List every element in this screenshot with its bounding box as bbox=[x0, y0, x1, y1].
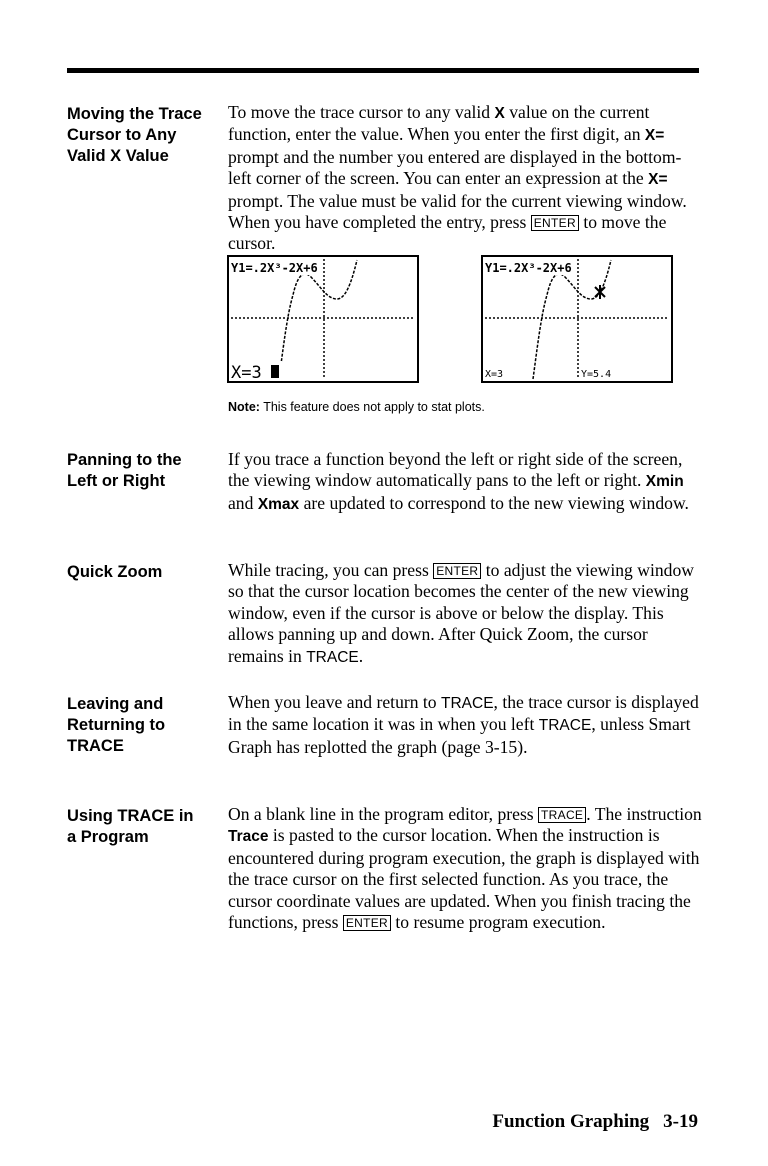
equation-label: Y1=.2X³-2X+6 bbox=[485, 261, 572, 275]
paragraph-leaving-returning: When you leave and return to TRACE, the trace cursor is displayed in the same location it was in when you left TRACE, unless Smart Graph has replotted the graph (page 3-15). bbox=[228, 692, 699, 757]
paragraph-moving-trace-cursor: To move the trace cursor to any valid X value on the current function, enter the value. When you enter the first digit, an X= prompt and the number you entered are displayed in the bottom-left corner of the screen. You can enter an expression at the X= prompt. The value must be valid for the current viewing window. When you have completed the entry, press ENTER to move the cursor. bbox=[228, 102, 687, 254]
calculator-screen-moved-cursor bbox=[481, 255, 673, 383]
enter-key: ENTER bbox=[531, 215, 579, 231]
enter-key: ENTER bbox=[433, 563, 481, 579]
heading-quick-zoom: Quick Zoom bbox=[67, 563, 163, 581]
x-prompt: X=3 bbox=[231, 363, 262, 383]
paragraph-trace-in-program: On a blank line in the program editor, press TRACE . The instruction Trace is pasted to the cursor location. When the instruction is encountered during program execution, the graph is displayed with the trace cursor on the first selected function. As you trace, the cursor coordinate values are updated. When you finish tracing the functions, press ENTER to resume program execution. bbox=[228, 804, 702, 933]
heading-leaving-returning: Leaving and Returning to TRACE bbox=[67, 695, 166, 755]
heading-trace-in-program: Using TRACE in a Program bbox=[67, 807, 194, 846]
y-readout: Y=5.4 bbox=[581, 369, 612, 380]
paragraph-panning: If you trace a function beyond the left or right side of the screen, the viewing window automatically pans to the left or right. Xmin and Xmax are updated to correspond to the new viewing window. bbox=[228, 449, 689, 513]
enter-key: ENTER bbox=[343, 915, 391, 931]
page-footer bbox=[492, 1111, 698, 1133]
paragraph-quick-zoom: While tracing, you can press ENTER to adjust the viewing window so that the cursor location becomes the center of the new viewing window, even if the cursor is above or below the display. This allows panning up and down. After Quick Zoom, the cursor remains in TRACE. bbox=[228, 560, 694, 666]
heading-moving-trace-cursor: Moving the Trace Cursor to Any Valid X Value bbox=[67, 105, 202, 165]
top-rule bbox=[67, 68, 699, 73]
page-number: 3-19 bbox=[663, 1111, 698, 1132]
trace-key: TRACE bbox=[538, 807, 586, 823]
heading-panning: Panning to the Left or Right bbox=[67, 451, 182, 490]
equation-label: Y1=.2X³-2X+6 bbox=[231, 261, 318, 275]
x-readout: X=3 bbox=[485, 369, 504, 380]
footer-title: Function Graphing bbox=[492, 1111, 650, 1132]
note: Note: This feature does not apply to stat plots. bbox=[228, 400, 485, 414]
entry-cursor bbox=[271, 365, 279, 378]
calculator-screen-entry bbox=[227, 255, 419, 383]
